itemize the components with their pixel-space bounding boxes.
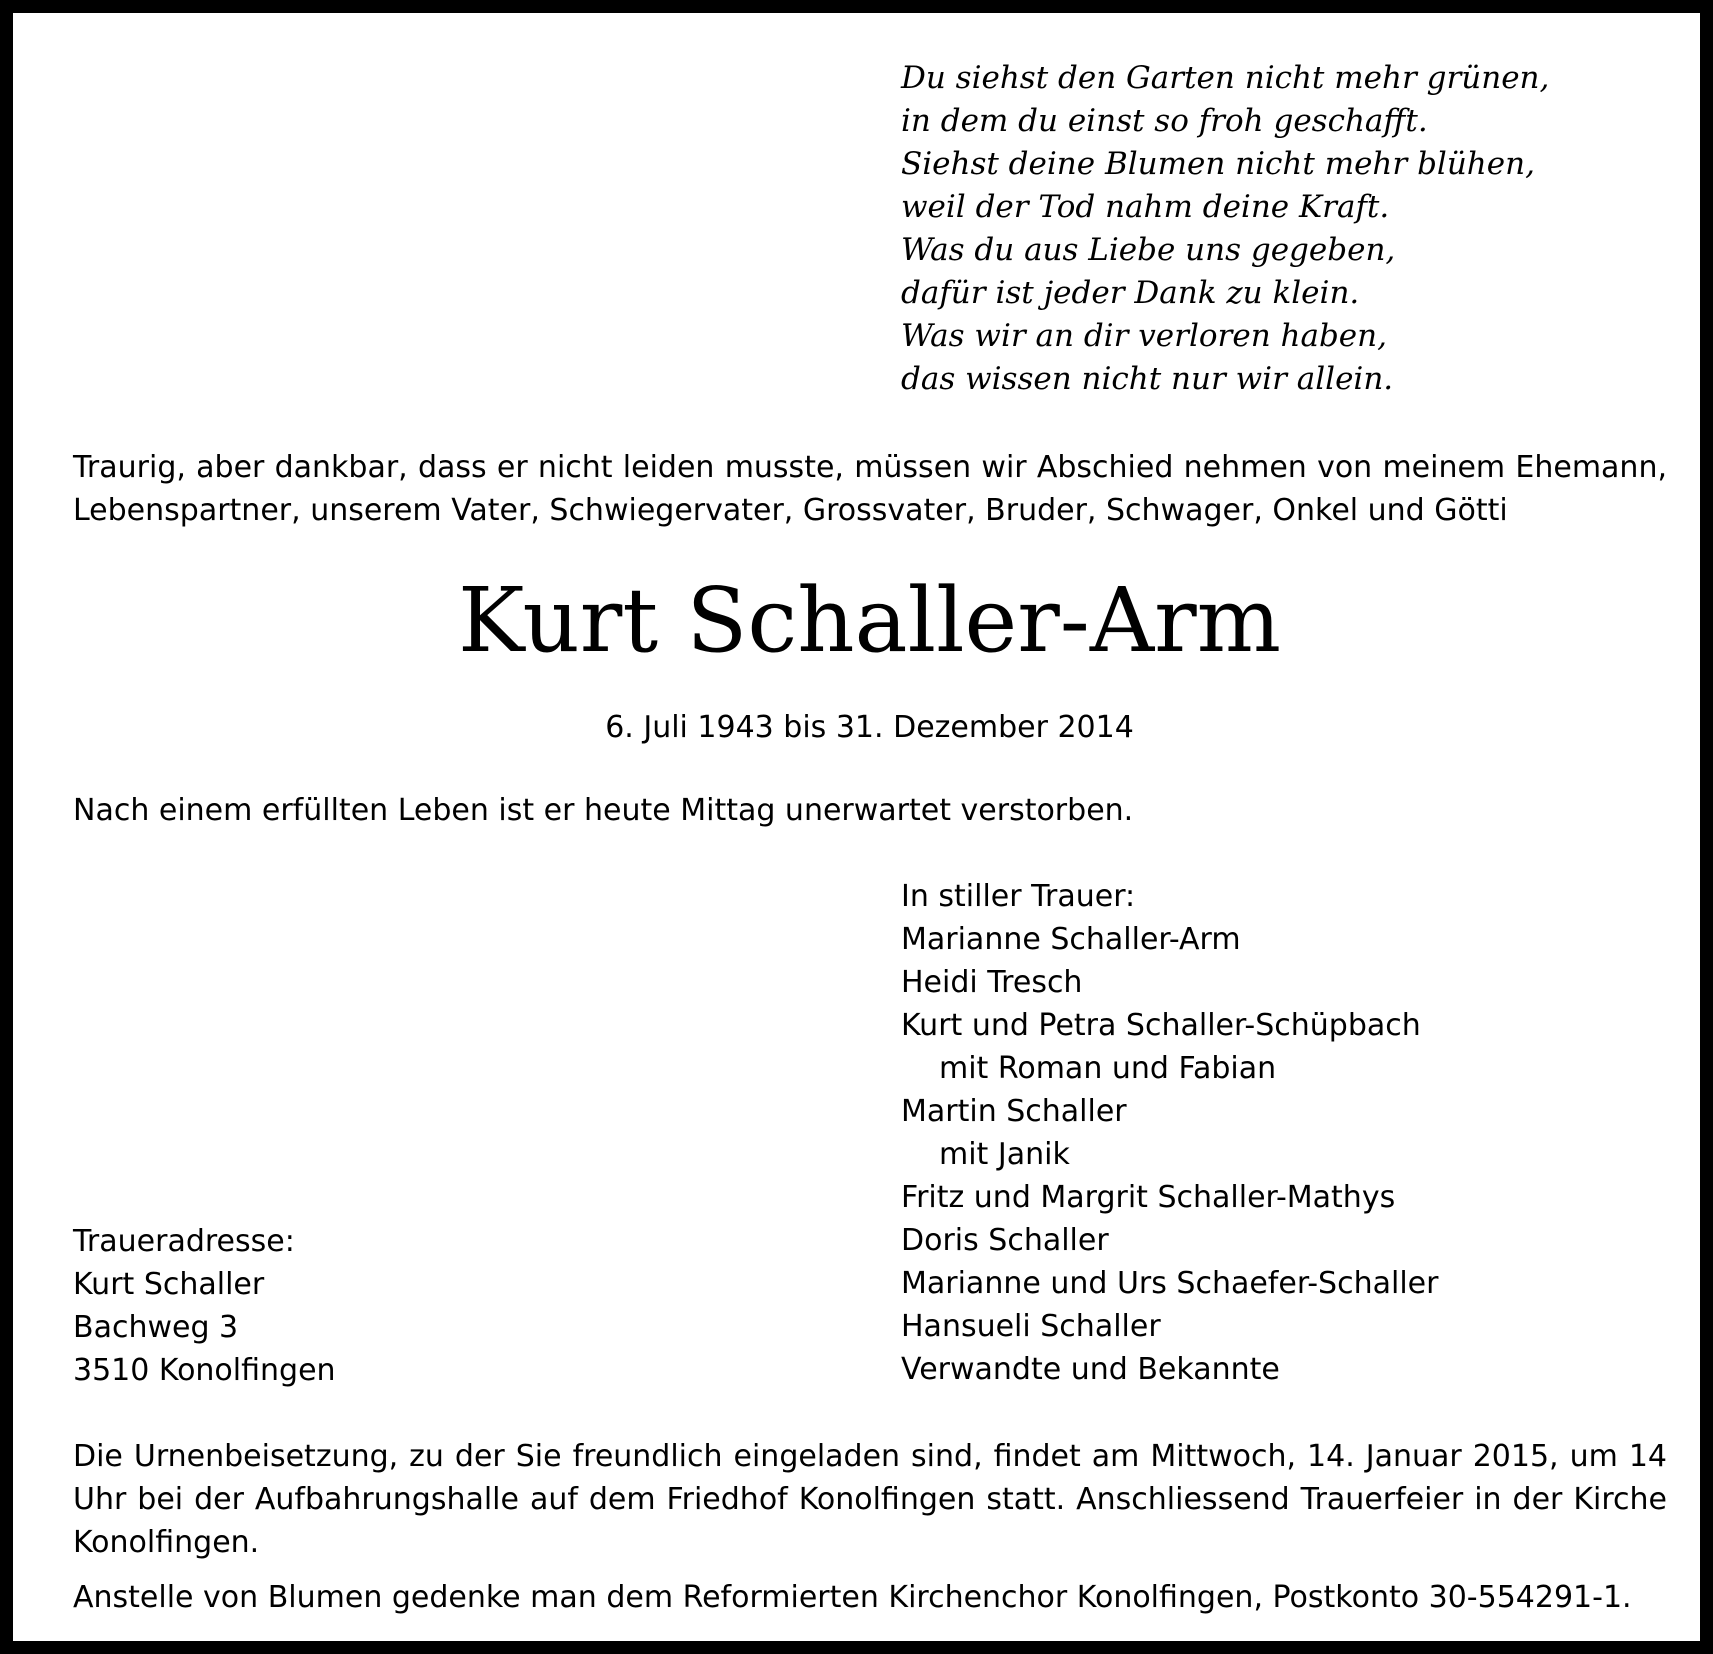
burial-details: Die Urnenbeisetzung, zu der Sie freundlich eingeladen sind, findet am Mittwoch, 14. Januar 2015, um 14 Uhr bei der Aufbahrungshalle auf dem Friedhof Konolfingen statt. Anschliessend Trauerfeier in der Kirche Konolfingen. [73,1439,1667,1560]
address-name: Kurt Schaller [73,1267,265,1302]
poem-line: Was du aus Liebe uns gegeben, [901,232,1396,268]
poem-line: dafür ist jeder Dank zu klein. [901,275,1360,311]
mourner-entry: mit Roman und Fabian [939,1051,1277,1086]
mourner-entry: Kurt und Petra Schaller-Schüpbach [901,1008,1421,1043]
poem-line: Siehst deine Blumen nicht mehr blühen, [901,146,1535,182]
mourner-entry: Fritz und Margrit Schaller-Mathys [901,1180,1396,1215]
poem-line: Du siehst den Garten nicht mehr grünen, [901,60,1550,96]
address-street: Bachweg 3 [73,1310,239,1345]
address-heading: Traueradresse: [73,1224,295,1259]
mourner-entry: Doris Schaller [901,1223,1109,1258]
mourner-entry: Heidi Tresch [901,965,1083,1000]
mourner-entry: Verwandte und Bekannte [901,1352,1280,1387]
address-city: 3510 Konolfingen [73,1353,336,1388]
mourner-entry: Marianne Schaller-Arm [901,922,1241,957]
mourner-entry: Marianne und Urs Schaefer-Schaller [901,1266,1439,1301]
mourners-heading: In stiller Trauer: [901,879,1136,914]
deceased-name: Kurt Schaller-Arm [457,568,1282,672]
intro-paragraph: Traurig, aber dankbar, dass er nicht leiden musste, müssen wir Abschied nehmen von meinem Ehemann, Lebenspartner, unserem Vater, Schwiegervater, Grossvater, Bruder, Schwager, Onkel und Götti [73,450,1667,528]
mourner-entry: mit Janik [939,1137,1070,1172]
life-dates: 6. Juli 1943 bis 31. Dezember 2014 [605,710,1134,745]
mourners-list [901,875,1438,1391]
donation-note: Anstelle von Blumen gedenke man dem Reformierten Kirchenchor Konolfingen, Postkonto 30-554291-1. [73,1580,1632,1615]
mourning-address [73,1220,336,1392]
poem-line: weil der Tod nahm deine Kraft. [901,189,1390,225]
poem-line: Was wir an dir verloren haben, [901,318,1387,354]
mourner-entry: Hansueli Schaller [901,1309,1161,1344]
poem-line: das wissen nicht nur wir allein. [901,361,1394,397]
poem-line: in dem du einst so froh geschafft. [901,103,1428,139]
memorial-poem [901,57,1661,401]
mourner-entry: Martin Schaller [901,1094,1127,1129]
death-announcement: Nach einem erfüllten Leben ist er heute Mittag unerwartet verstorben. [73,793,1134,828]
